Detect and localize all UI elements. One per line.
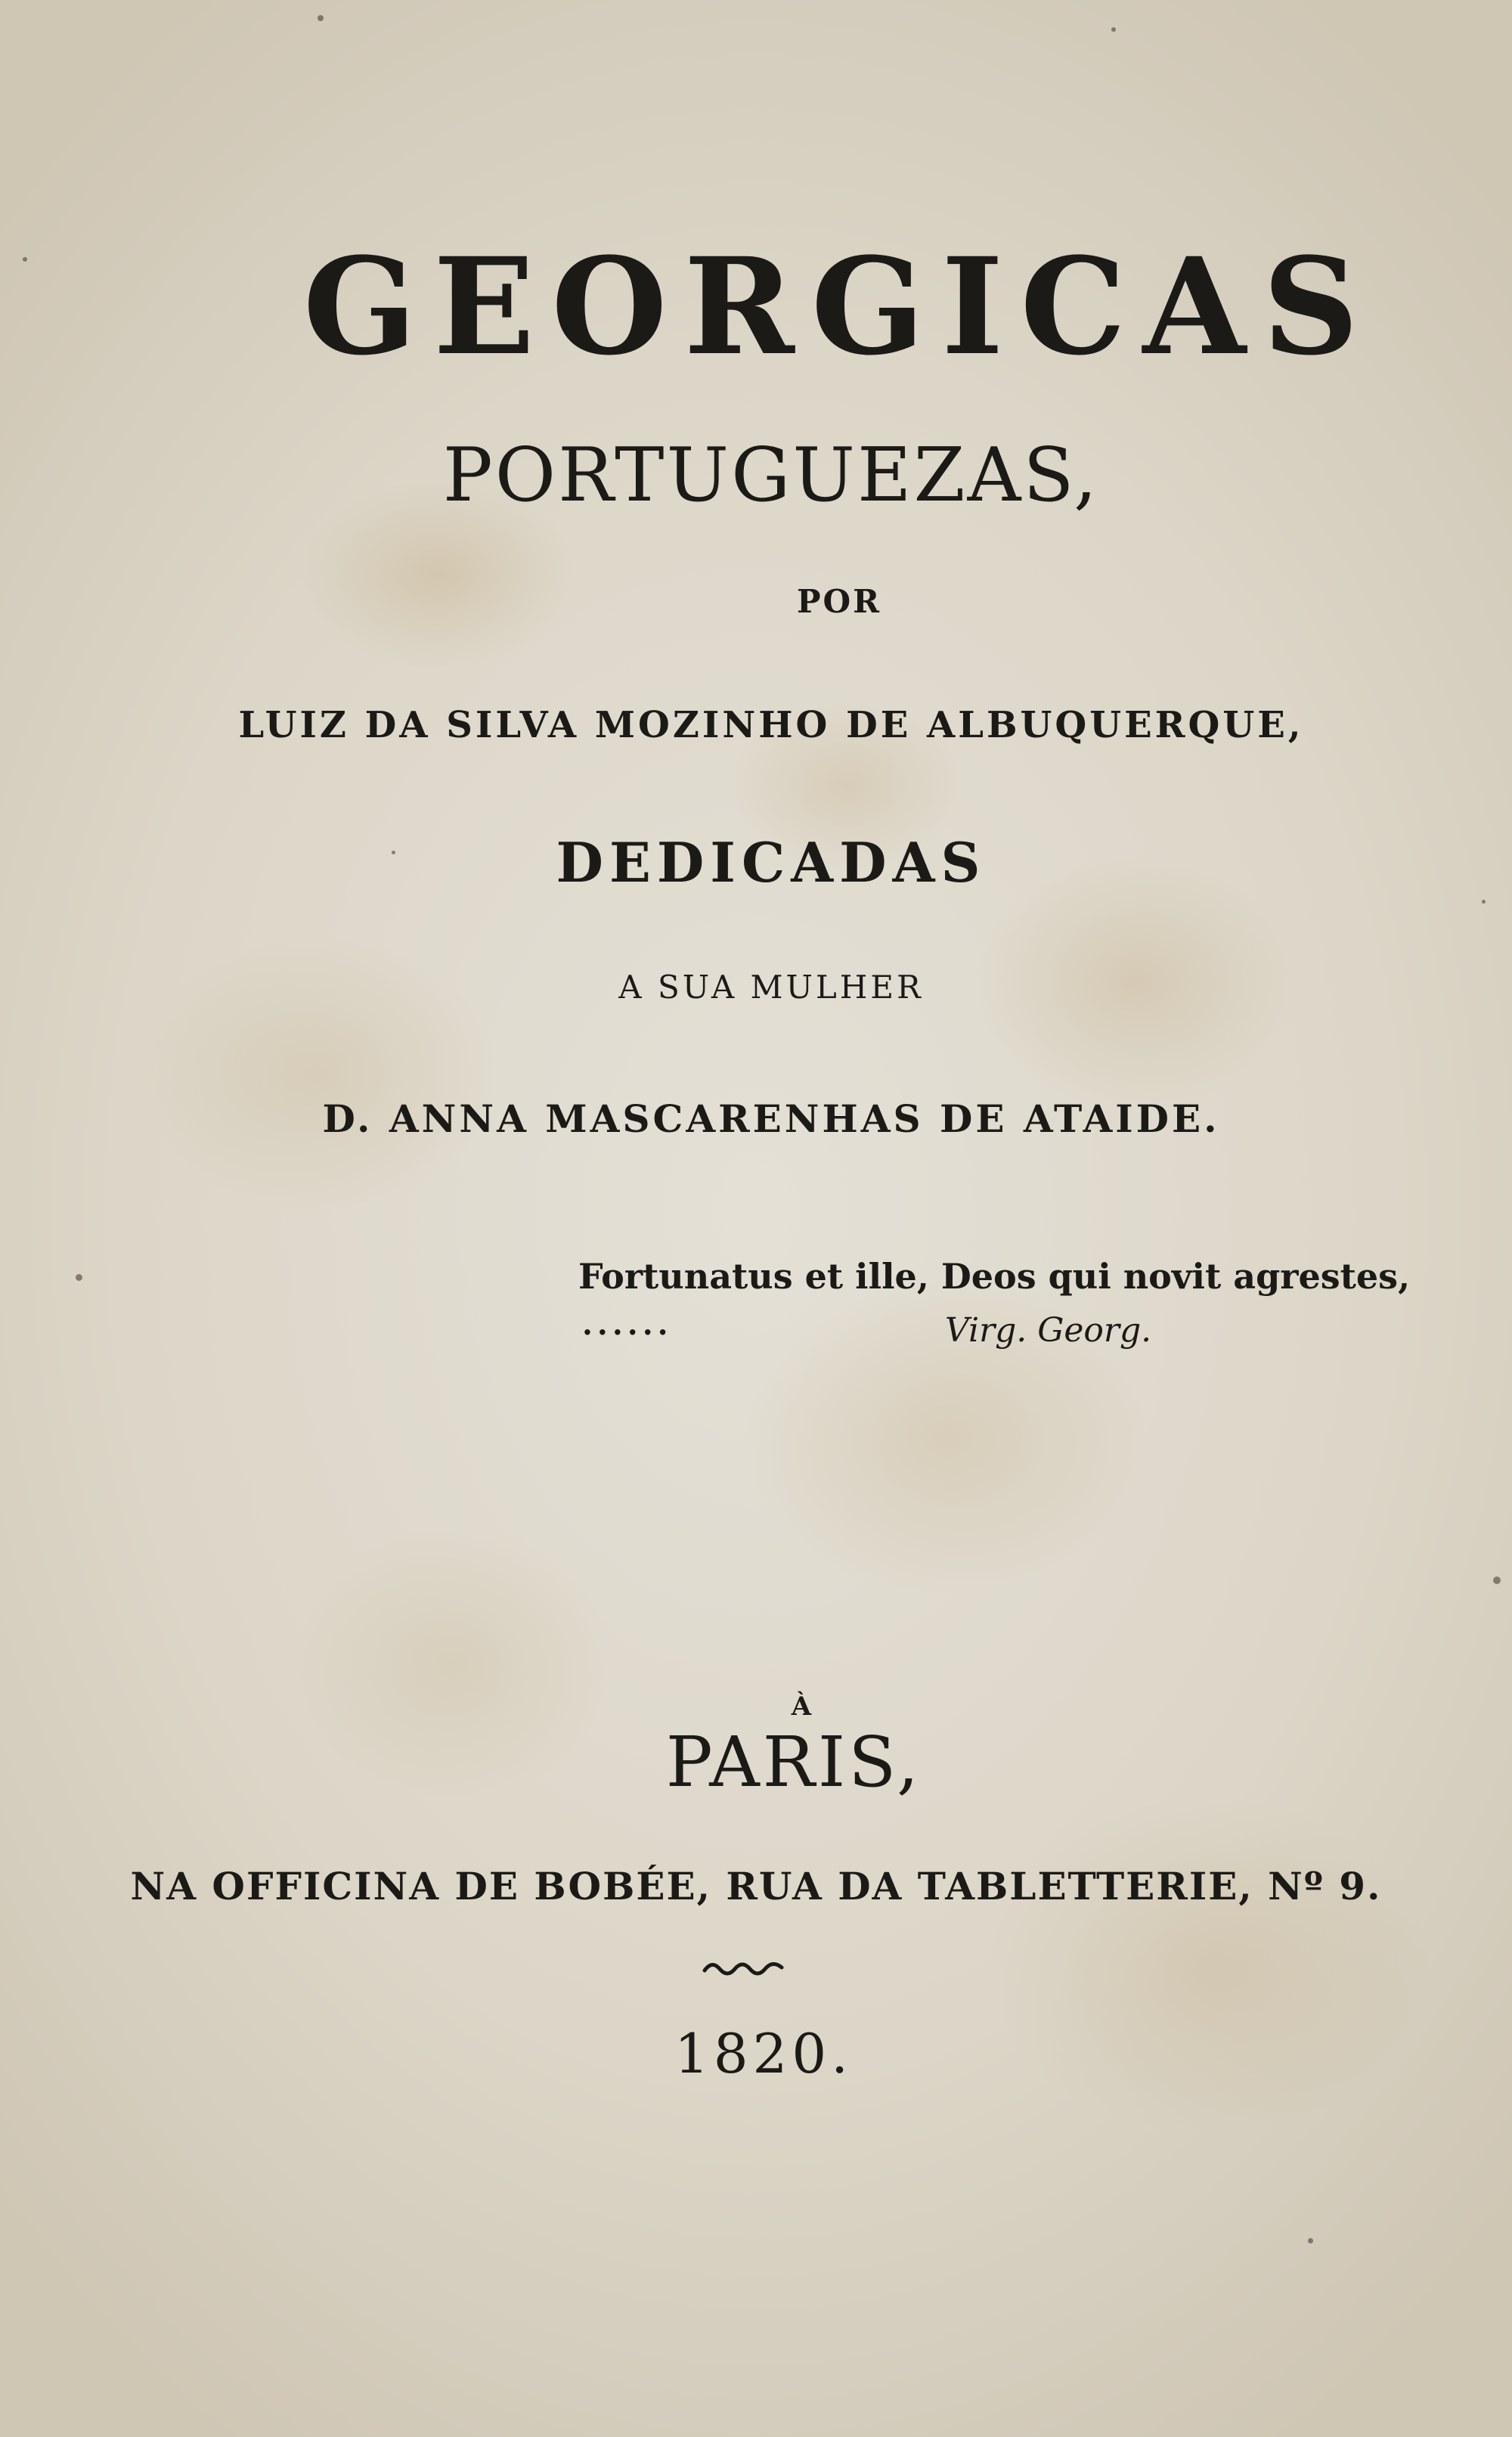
epigraph-source: Virg. Georg. [945,1311,1152,1350]
epigraph-line: Fortunatus et ille, Deos qui novit agrestes, [578,1256,1411,1297]
by-line: POR [796,583,882,620]
paper-speck [318,15,324,21]
epigraph-ellipsis: ...... [582,1307,673,1342]
paper-speck [1111,27,1116,32]
paper-speck [1493,1577,1501,1584]
paper-speck [76,1274,82,1281]
author-name: LUIZ DA SILVA MOZINHO DE ALBUQUERQUE, [238,704,1304,746]
paper-speck [1308,2238,1313,2243]
dedication-to: A SUA MULHER [618,969,924,1006]
paper-speck [1482,900,1486,904]
paper-speck [23,257,27,262]
imprint-year: 1820. [674,2022,854,2085]
book-title: GEORGICAS [302,228,1376,385]
dedicatee-name: D. ANNA MASCARENHAS DE ATAIDE. [322,1096,1220,1141]
paper-speck [392,851,395,854]
book-subtitle: PORTUGUEZAS, [442,433,1100,519]
wave-ornament-icon [702,1957,785,1980]
imprint-city: PARIS, [665,1722,922,1803]
dedication-word: DEDICADAS [556,830,987,894]
imprint-preposition: À [791,1691,812,1722]
imprint-printer: NA OFFICINA DE BOBÉE, RUA DA TABLETTERIE, Nº 9. [130,1864,1382,1908]
